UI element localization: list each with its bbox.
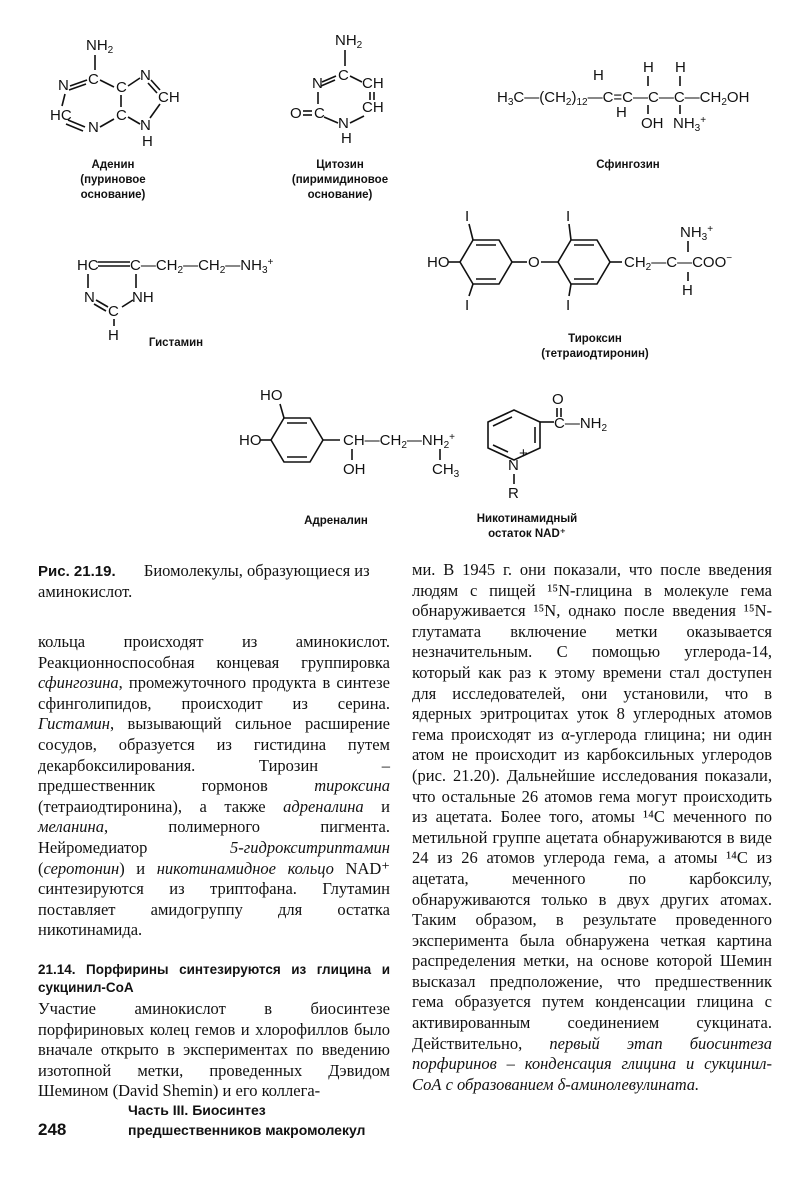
figure-caption-text: Биомолекулы, образующиеся из аминокислот. bbox=[38, 561, 370, 601]
thyroxine-structure bbox=[427, 208, 732, 360]
svg-text:HO: HO bbox=[239, 432, 262, 449]
svg-text:NH2: $NH_2$ bbox=[335, 32, 363, 51]
svg-text:H: H bbox=[341, 130, 352, 147]
svg-text:C: C bbox=[116, 107, 127, 124]
svg-text:N: N bbox=[312, 75, 323, 92]
figure-caption bbox=[38, 561, 383, 602]
svg-text:I: I bbox=[566, 208, 571, 225]
svg-text:I: I bbox=[465, 208, 470, 225]
svg-text:Тироксин: Тироксин bbox=[568, 333, 622, 345]
right-paragraph: ми. В 1945 г. они показали, что после введения людям с пищей ¹⁵N-глицина в молекуле гема обнаруживается ¹⁵N, однако после введения ¹⁵N-глутамата включение метки оказывается незначительным. С помощью углерода-14, который как раз к этому времени стал доступен для исследователей, они установили, что в ядерных эритроцитах уток 8 углеродных атомов гема происходят из α-углерода глицина; ни один атом не происходит из карбоксильных углеродов (рис. 21.20). Дальнейшие исследования показали, что остальные 26 атомов гема могут происходить из ацетата. Более того, атомы ¹⁴С меченного по метильной группе ацетата обнаруживаются в виде 24 из 26 атомов углерода гема, а атомы ¹⁴С из ацетата, меченного по карбоксилу, обнаруживаются только в двух других атомах. Таким образом, в результате проведенного эксперимента была обнаружена четкая картина распределения метки, на основе которой Шемин высказал предположение, что предшественник гема образуется путем конденсации глицина с активированным соединением сукцината. Действительно, первый этап биосинтеза порфиринов – конденсация глицина и сукцинил-СоА с образованием δ-аминолевулината. bbox=[412, 560, 772, 1094]
svg-text:NH: NH bbox=[132, 289, 154, 306]
svg-text:Аденин: Аденин bbox=[91, 159, 135, 171]
svg-text:C—CH2—CH2—NH3+: $C—CH_2—CH_2—NH_3^+$ bbox=[130, 257, 274, 276]
svg-text:CH2—C—COO−: $CH_2—C—COO^-$ bbox=[624, 253, 733, 273]
svg-text:(пиримидиновое: (пиримидиновое bbox=[291, 174, 389, 186]
svg-text:(тетраиодтиронин): (тетраиодтиронин) bbox=[541, 348, 649, 360]
left-column bbox=[38, 632, 390, 1102]
cytosine-structure bbox=[290, 32, 388, 201]
running-footer: Часть III. Биосинтез предшественников макромолекул bbox=[128, 1102, 366, 1138]
svg-text:OH: OH bbox=[343, 461, 366, 478]
svg-text:O: O bbox=[528, 254, 540, 271]
left-paragraph-2: Участие аминокислот в биосинтезе порфириновых колец гемов и хлорофиллов было вначале открыто в экспериментах по введению изотопной метки, проведенных Дэвидом Шемином (David Shemin) и его коллега- bbox=[38, 998, 390, 1101]
left-paragraph-1: кольца происходят из аминокислот. Реакционноспособная концевая группировка сфингозина, промежуточного продукта в синтезе сфинголипидов, происходит из серина. Гистамин, вызывающий сильное расширение сосудов, образуется из гистидина путем декарбоксилирования. Тирозин – предшественник гормонов тироксина (тетраиодтиронина), а также адреналина и меланина, полимерного пигмента. Нейромедиатор 5-гидрокситриптамин (серотонин) и никотинамидное кольцо NAD⁺ синтезируются из триптофана. Глутамин поставляет амидогруппу для остатка никотинамида. bbox=[38, 632, 390, 940]
svg-text:N: N bbox=[140, 117, 151, 134]
svg-text:HO: HO bbox=[427, 254, 450, 271]
svg-text:N: N bbox=[338, 115, 349, 132]
svg-text:H: H bbox=[675, 59, 686, 76]
svg-text:C: C bbox=[88, 71, 99, 88]
svg-text:HC: HC bbox=[50, 107, 72, 124]
right-column bbox=[412, 560, 772, 1095]
svg-text:O: O bbox=[290, 105, 302, 122]
svg-text:N: N bbox=[58, 77, 69, 94]
svg-text:+: + bbox=[519, 445, 528, 462]
svg-text:CH: CH bbox=[362, 99, 384, 116]
svg-text:Сфингозин: Сфингозин bbox=[596, 159, 660, 171]
svg-text:(пуриновое: (пуриновое bbox=[80, 174, 146, 186]
svg-text:остаток NAD⁺: остаток NAD⁺ bbox=[488, 528, 566, 540]
svg-text:I: I bbox=[465, 297, 470, 314]
svg-text:R: R bbox=[508, 485, 519, 502]
svg-text:HC: HC bbox=[77, 257, 99, 274]
svg-text:CH: CH bbox=[362, 75, 384, 92]
svg-text:OH: OH bbox=[641, 115, 664, 132]
svg-text:H3C—(CH2)12—C=C—C—C—CH2OH: $H_3C—(CH_2)_{12}—C=C—C—C—CH_2OH$ bbox=[497, 89, 750, 108]
svg-text:N: N bbox=[84, 289, 95, 306]
nicotinamide-structure bbox=[477, 391, 608, 540]
svg-text:H: H bbox=[682, 282, 693, 299]
svg-text:CH—CH2—NH2+: $CH—CH_2—NH_2^+$ bbox=[343, 432, 455, 451]
svg-text:Никотинамидный: Никотинамидный bbox=[476, 513, 578, 525]
svg-text:I: I bbox=[566, 297, 571, 314]
histamine-structure bbox=[77, 257, 274, 349]
svg-text:C: C bbox=[108, 303, 119, 320]
svg-text:Цитозин: Цитозин bbox=[316, 159, 364, 171]
svg-text:CH: CH bbox=[158, 89, 180, 106]
svg-text:N: N bbox=[88, 119, 99, 136]
svg-text:Адреналин: Адреналин bbox=[304, 515, 368, 527]
svg-text:основание): основание) bbox=[307, 189, 373, 201]
svg-text:C: C bbox=[338, 67, 349, 84]
svg-text:O: O bbox=[552, 391, 564, 408]
svg-text:H: H bbox=[142, 133, 153, 150]
svg-text:NH3+: $NH_3^+$ bbox=[673, 115, 707, 134]
svg-text:H: H bbox=[593, 67, 604, 84]
svg-text:основание): основание) bbox=[80, 189, 146, 201]
adenine-structure bbox=[50, 37, 180, 201]
svg-text:C: C bbox=[116, 79, 127, 96]
svg-text:CH3: $CH_3$ bbox=[432, 461, 460, 480]
svg-text:Гистамин: Гистамин bbox=[148, 337, 204, 349]
svg-text:H: H bbox=[108, 327, 119, 344]
svg-text:C—NH2: $C—NH_2$ bbox=[554, 415, 608, 434]
svg-text:NH3+: $NH_3^+$ bbox=[680, 224, 714, 243]
svg-text:N: N bbox=[140, 67, 151, 84]
adrenaline-structure bbox=[239, 387, 460, 527]
page-number: 248 bbox=[38, 1120, 67, 1139]
figure-caption-label: Рис. 21.19. bbox=[38, 563, 116, 580]
biomolecules-figure bbox=[0, 0, 803, 550]
svg-text:H: H bbox=[616, 104, 627, 121]
svg-text:N: N bbox=[508, 457, 519, 474]
svg-text:HO: HO bbox=[260, 387, 283, 404]
svg-text:H: H bbox=[643, 59, 654, 76]
section-heading: 21.14. Порфирины синтезируются из глицина и сукцинил-СоА bbox=[38, 961, 390, 995]
sphingosine-structure bbox=[497, 59, 749, 171]
svg-text:C: C bbox=[314, 105, 325, 122]
svg-text:NH2: $NH_2$ bbox=[86, 37, 114, 56]
